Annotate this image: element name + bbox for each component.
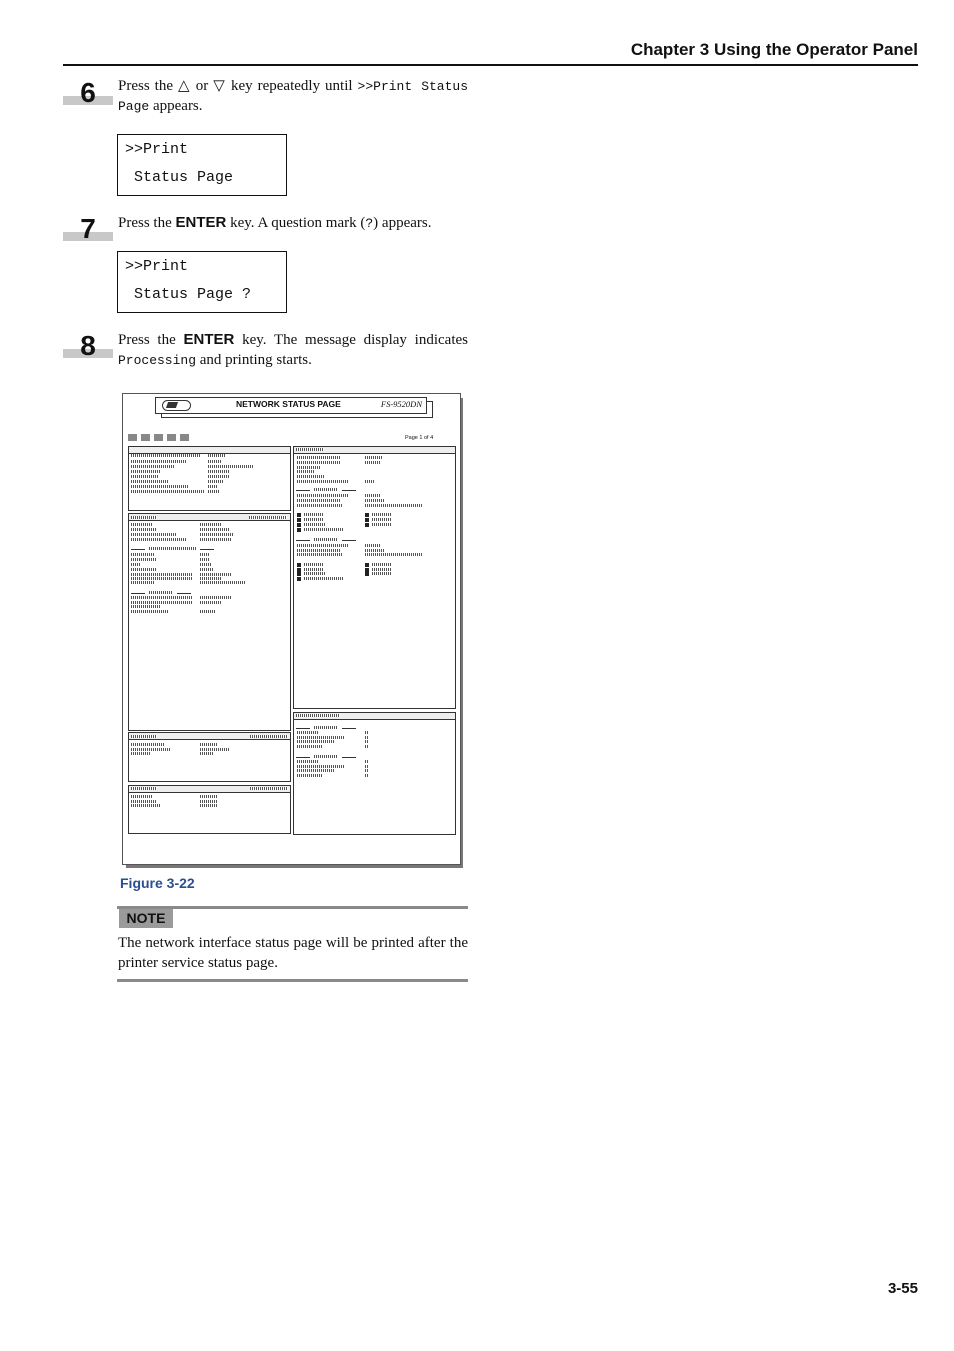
step-7-text: Press the ENTER key. A question mark (?) appears.	[118, 214, 432, 231]
status-panel	[128, 785, 291, 834]
step-number: 6	[80, 77, 96, 108]
note-bottom-rule	[117, 979, 468, 982]
status-page-title-box: NETWORK STATUS PAGE FS-9520DN	[155, 397, 427, 414]
message-display: >>Print Status Page ?	[117, 251, 287, 313]
block-icon	[141, 434, 150, 441]
step-6-text: Press the △ or ▽ key repeatedly until >>Print Status Page appears.	[118, 78, 469, 114]
step-8-text: Press the ENTER key. The message display indicates Processing and printing starts.	[118, 331, 468, 368]
status-panel	[128, 513, 291, 731]
chapter-title: Chapter 3 Using the Operator Panel	[630, 40, 918, 59]
page-indicator: Page 1 of 4	[405, 435, 434, 441]
block-icon	[128, 434, 137, 441]
note-label: NOTE	[119, 909, 173, 928]
block-icon	[180, 434, 189, 441]
page-header	[63, 40, 918, 66]
step-number: 8	[80, 330, 96, 361]
block-icon	[154, 434, 163, 441]
block-icon	[167, 434, 176, 441]
step-number: 7	[80, 213, 96, 244]
brand-logo-icon	[162, 400, 191, 411]
page-number: 3-55	[887, 1280, 918, 1297]
message-display: >>Print Status Page	[117, 134, 287, 196]
note-text: The network interface status page will be printed after the printer service status page.	[118, 935, 468, 971]
status-panel	[128, 732, 291, 782]
figure-caption: Figure 3-22	[120, 875, 195, 891]
